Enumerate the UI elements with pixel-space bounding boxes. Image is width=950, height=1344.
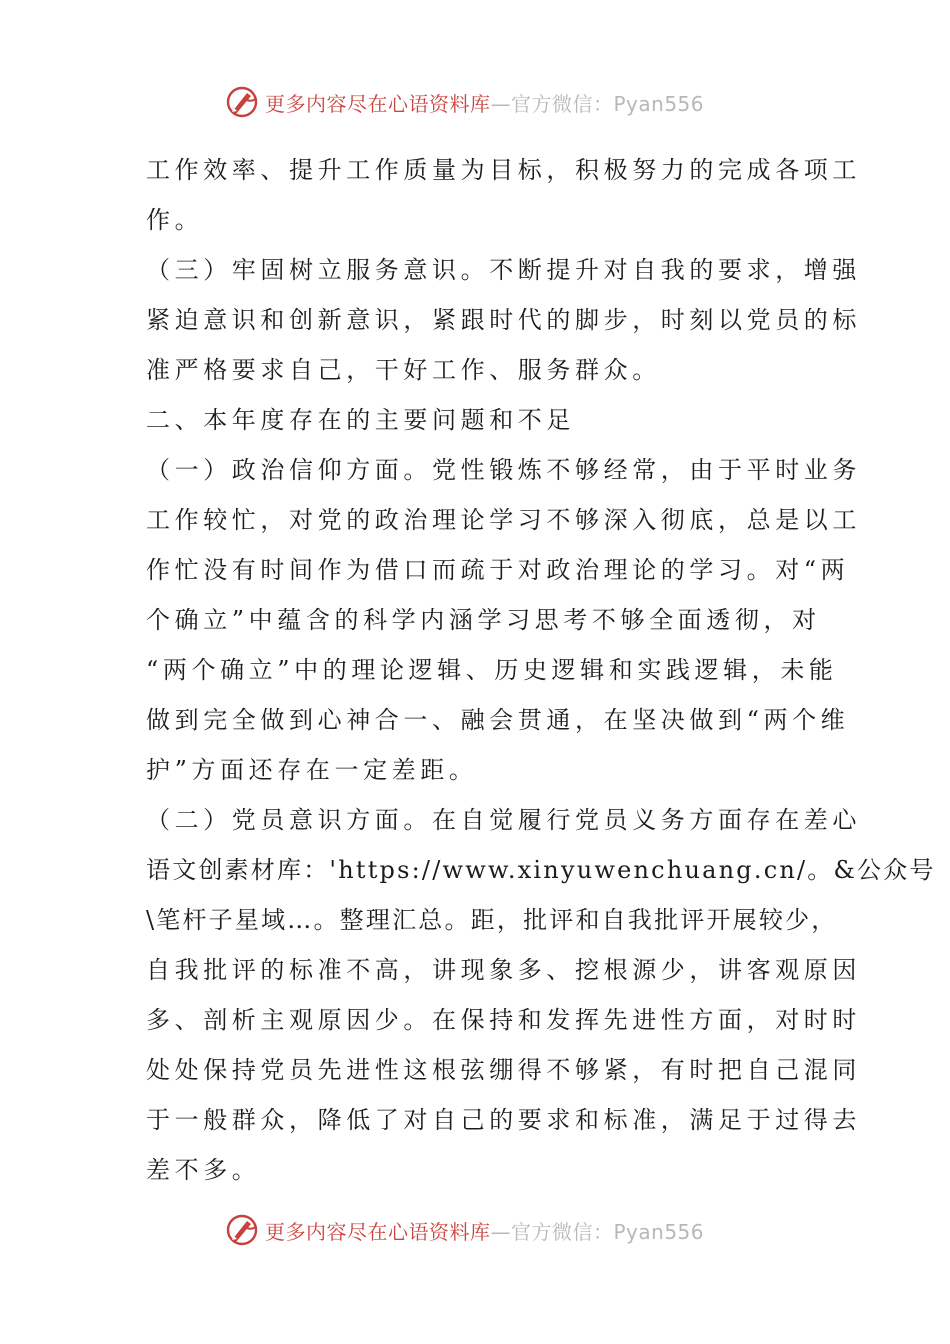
body-line: 处处保持党员先进性这根弦绷得不够紧，有时把自己混同 [146, 1056, 861, 1084]
document-body [146, 145, 936, 1195]
header-wechat: 官方微信：Pyan556 [511, 91, 705, 116]
body-line: （一）政治信仰方面。党性锻炼不够经常，由于平时业务 [146, 456, 861, 484]
body-line: （三）牢固树立服务意识。不断提升对自我的要求，增强 [146, 256, 861, 284]
body-line: 个确立”中蕴含的科学内涵学习思考不够全面透彻，对 [146, 606, 821, 634]
body-line: 作。 [146, 206, 204, 234]
body-line: 做到完全做到心神合一、融会贯通，在坚决做到“两个维 [146, 706, 850, 734]
header-banner-text: 更多内容尽在心语资料库—官方微信：Pyan556 [265, 91, 705, 116]
pen-logo-icon [225, 85, 259, 119]
body-line-url: 语文创素材库：'https://www.xinyuwenchuang.cn/。&公众号 [146, 856, 936, 884]
header-banner [225, 82, 745, 122]
body-line: 准严格要求自己，干好工作、服务群众。 [146, 356, 661, 384]
section-heading: 二、本年度存在的主要问题和不足 [146, 406, 575, 434]
body-line: \笔杆子星域…。整理汇总。距，批评和自我批评开展较少， [146, 906, 838, 934]
footer-banner-text: 更多内容尽在心语资料库—官方微信：Pyan556 [265, 1219, 705, 1244]
body-line: 差不多。 [146, 1156, 261, 1184]
pen-logo-icon [225, 1213, 259, 1247]
body-line: 于一般群众，降低了对自己的要求和标准，满足于过得去 [146, 1106, 861, 1134]
body-line: 自我批评的标准不高，讲现象多、挖根源少，讲客观原因 [146, 956, 861, 984]
body-line: 护”方面还存在一定差距。 [146, 756, 478, 784]
body-line: “两个确立”中的理论逻辑、历史逻辑和实践逻辑，未能 [146, 656, 838, 684]
body-line: （二）党员意识方面。在自觉履行党员义务方面存在差心 [146, 806, 861, 834]
footer-wechat: 官方微信：Pyan556 [511, 1219, 705, 1244]
body-line: 紧迫意识和创新意识，紧跟时代的脚步，时刻以党员的标 [146, 306, 861, 334]
footer-banner [225, 1210, 745, 1250]
body-line: 作忙没有时间作为借口而疏于对政治理论的学习。对“两 [146, 556, 850, 584]
body-line: 工作效率、提升工作质量为目标，积极努力的完成各项工 [146, 156, 861, 184]
body-line: 工作较忙，对党的政治理论学习不够深入彻底，总是以工 [146, 506, 861, 534]
body-line: 多、剖析主观原因少。在保持和发挥先进性方面，对时时 [146, 1006, 861, 1034]
